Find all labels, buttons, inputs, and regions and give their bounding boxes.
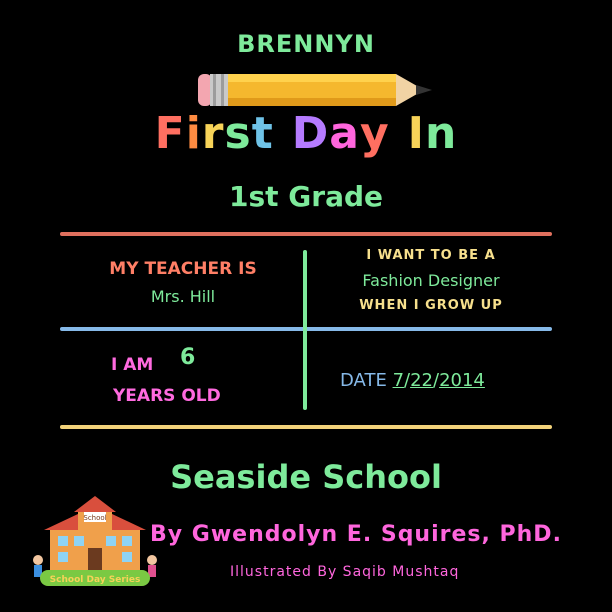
pencil-icon bbox=[196, 68, 436, 112]
author: By Gwendolyn E. Squires, PhD. bbox=[150, 522, 562, 547]
date-separator: / bbox=[404, 370, 411, 391]
date-day: 22 bbox=[410, 370, 433, 391]
title-letter: I bbox=[407, 108, 426, 159]
career-outro: WHEN I GROW UP bbox=[359, 298, 503, 313]
title-letter: i bbox=[185, 108, 202, 159]
age-prefix: I AM bbox=[111, 355, 154, 375]
date bbox=[340, 370, 485, 391]
title-letter: s bbox=[224, 108, 252, 159]
date-month: 7 bbox=[392, 370, 405, 391]
child-name: BRENNYN bbox=[237, 30, 375, 58]
title-letter: n bbox=[425, 108, 458, 159]
title-letter: a bbox=[329, 108, 360, 159]
title-letter: y bbox=[359, 108, 390, 159]
school-day-series-logo bbox=[30, 490, 160, 590]
divider-bottom bbox=[60, 425, 552, 429]
logo-sign: School bbox=[83, 514, 107, 522]
age-value: 6 bbox=[180, 345, 196, 370]
title-letter: t bbox=[251, 108, 274, 159]
age-suffix: YEARS OLD bbox=[113, 386, 221, 406]
career-intro: I WANT TO BE A bbox=[366, 248, 496, 263]
title-letter bbox=[274, 108, 292, 159]
grade: 1st Grade bbox=[229, 180, 383, 213]
illustrator: Illustrated By Saqib Mushtaq bbox=[230, 564, 460, 580]
title-letter: D bbox=[291, 108, 330, 159]
date-year: 2014 bbox=[439, 370, 485, 391]
teacher-name: Mrs. Hill bbox=[150, 287, 216, 306]
title-letter: r bbox=[201, 108, 225, 159]
date-separator: / bbox=[433, 370, 440, 391]
teacher-label: MY TEACHER IS bbox=[109, 259, 257, 279]
school-name: Seaside School bbox=[170, 458, 442, 496]
career-value: Fashion Designer bbox=[362, 271, 500, 290]
title-letter bbox=[390, 108, 408, 159]
date-label: DATE bbox=[340, 370, 387, 391]
title-letter: F bbox=[154, 108, 186, 159]
divider-top bbox=[60, 232, 552, 236]
logo-banner: School Day Series bbox=[49, 575, 141, 585]
title bbox=[0, 108, 612, 159]
